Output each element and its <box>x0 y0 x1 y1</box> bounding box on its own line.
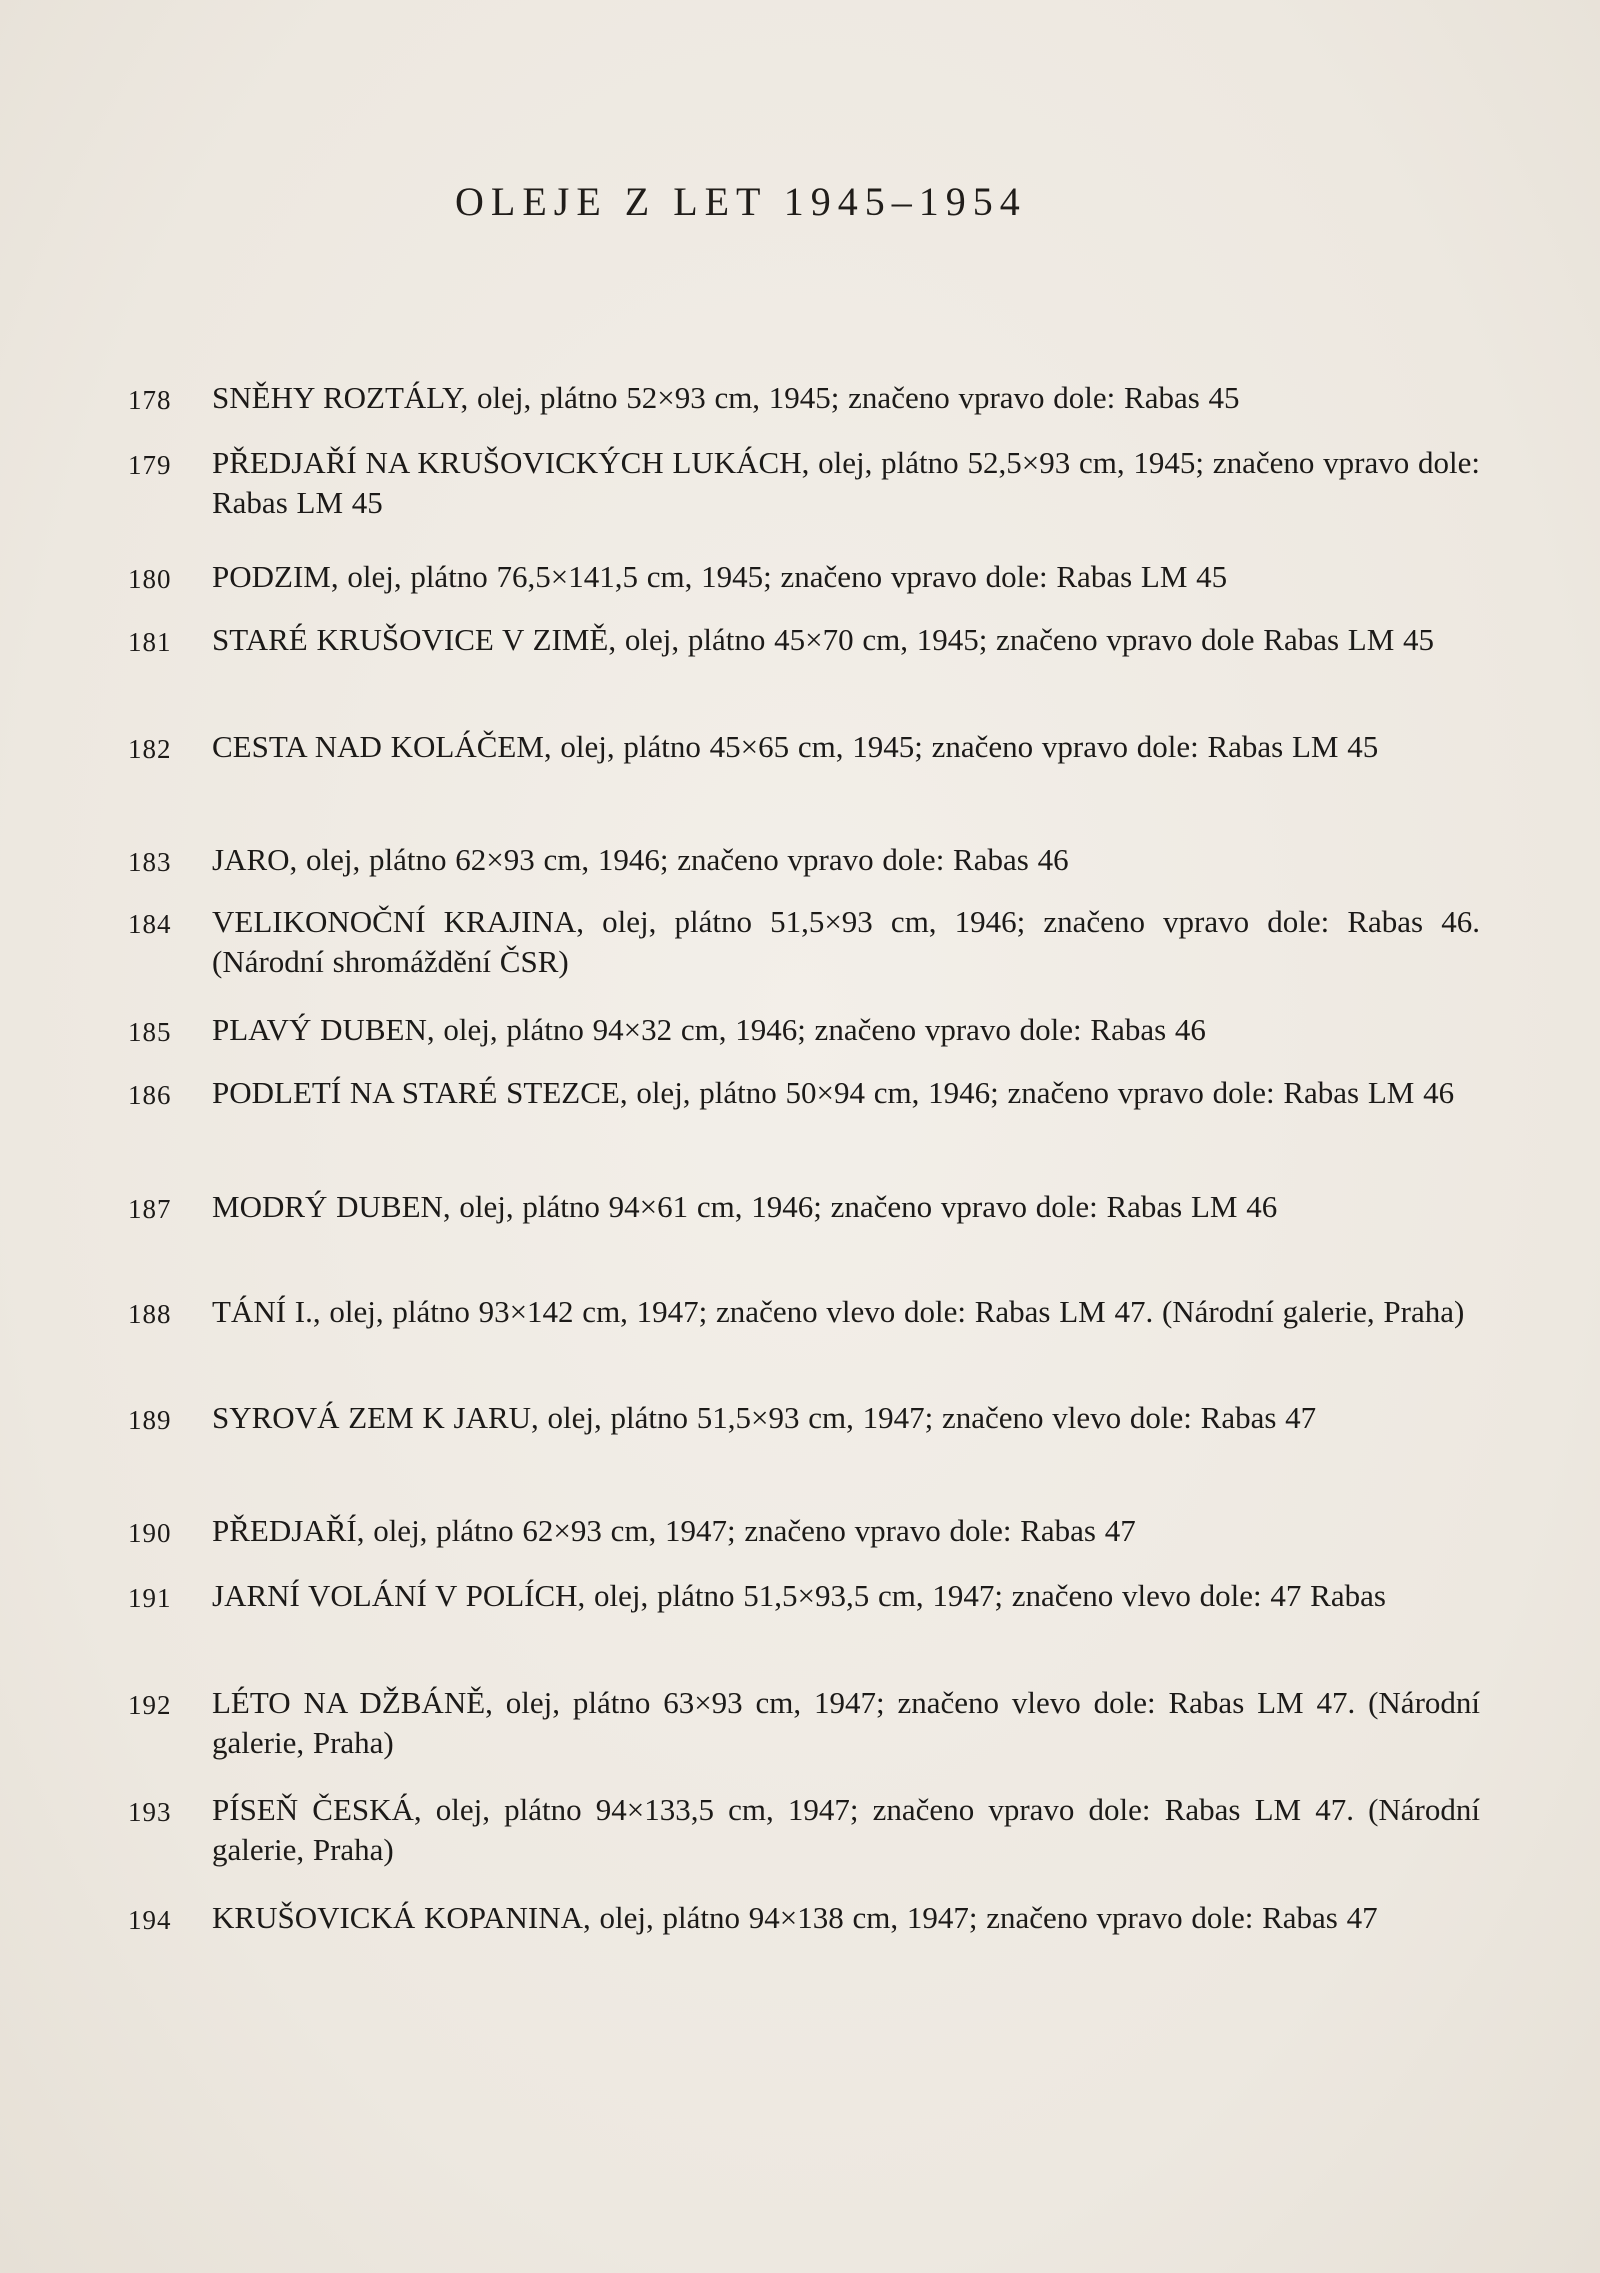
entry-number: 193 <box>128 1797 172 1827</box>
entry-text: KRUŠOVICKÁ KOPANINA, olej, plátno 94×138 cm, 1947; značeno vpravo dole: Rabas 47 <box>212 1900 1378 1935</box>
entry-text: MODRÝ DUBEN, olej, plátno 94×61 cm, 1946; značeno vpravo dole: Rabas LM 46 <box>212 1189 1278 1224</box>
entry-text: PŘEDJAŘÍ NA KRUŠOVICKÝCH LUKÁCH, olej, plátno 52,5×93 cm, 1945; značeno vpravo dole: Rabas LM 45 <box>212 445 1480 520</box>
entry-number: 189 <box>128 1405 172 1435</box>
entry-number: 180 <box>128 564 172 594</box>
entry-text: PLAVÝ DUBEN, olej, plátno 94×32 cm, 1946; značeno vpravo dole: Rabas 46 <box>212 1012 1206 1047</box>
entry-number: 183 <box>128 847 172 877</box>
entry-number: 186 <box>128 1080 172 1110</box>
entry-text: STARÉ KRUŠOVICE V ZIMĚ, olej, plátno 45×70 cm, 1945; značeno vpravo dole Rabas LM 45 <box>212 622 1435 657</box>
page-title: OLEJE Z LET 1945–1954 <box>455 179 1027 224</box>
entry-number: 188 <box>128 1299 172 1329</box>
entry-number: 194 <box>128 1905 172 1935</box>
entry-text: JARNÍ VOLÁNÍ V POLÍCH, olej, plátno 51,5×93,5 cm, 1947; značeno vlevo dole: 47 Rabas <box>212 1578 1386 1613</box>
entry-number: 191 <box>128 1583 172 1613</box>
entry-number: 192 <box>128 1690 172 1720</box>
entry-text: SYROVÁ ZEM K JARU, olej, plátno 51,5×93 cm, 1947; značeno vlevo dole: Rabas 47 <box>212 1400 1317 1435</box>
entry-text: TÁNÍ I., olej, plátno 93×142 cm, 1947; značeno vlevo dole: Rabas LM 47. (Národní galerie, Praha) <box>212 1294 1465 1329</box>
entry-text: CESTA NAD KOLÁČEM, olej, plátno 45×65 cm, 1945; značeno vpravo dole: Rabas LM 45 <box>212 729 1379 764</box>
entry-text: LÉTO NA DŽBÁNĚ, olej, plátno 63×93 cm, 1947; značeno vlevo dole: Rabas LM 47. (Národní galerie, Praha) <box>212 1685 1480 1760</box>
entry-number: 179 <box>128 450 172 480</box>
entry-text: PŘEDJAŘÍ, olej, plátno 62×93 cm, 1947; značeno vpravo dole: Rabas 47 <box>212 1513 1136 1548</box>
entry-text: JARO, olej, plátno 62×93 cm, 1946; značeno vpravo dole: Rabas 46 <box>212 842 1069 877</box>
entry-text: PODLETÍ NA STARÉ STEZCE, olej, plátno 50×94 cm, 1946; značeno vpravo dole: Rabas LM 46 <box>212 1075 1455 1110</box>
entry-text: VELIKONOČNÍ KRAJINA, olej, plátno 51,5×93 cm, 1946; značeno vpravo dole: Rabas 46. (Národní shromáždění ČSR) <box>212 904 1480 979</box>
entry-text: SNĚHY ROZTÁLY, olej, plátno 52×93 cm, 1945; značeno vpravo dole: Rabas 45 <box>212 380 1240 415</box>
entry-text: PODZIM, olej, plátno 76,5×141,5 cm, 1945; značeno vpravo dole: Rabas LM 45 <box>212 559 1228 594</box>
entry-number: 184 <box>128 909 172 939</box>
entry-number: 190 <box>128 1518 172 1548</box>
entry-number: 178 <box>128 385 172 415</box>
entry-number: 181 <box>128 627 172 657</box>
entry-number: 185 <box>128 1017 172 1047</box>
entry-text: PÍSEŇ ČESKÁ, olej, plátno 94×133,5 cm, 1947; značeno vpravo dole: Rabas LM 47. (Národní galerie, Praha) <box>212 1792 1480 1867</box>
entry-number: 182 <box>128 734 172 764</box>
entry-number: 187 <box>128 1194 172 1224</box>
